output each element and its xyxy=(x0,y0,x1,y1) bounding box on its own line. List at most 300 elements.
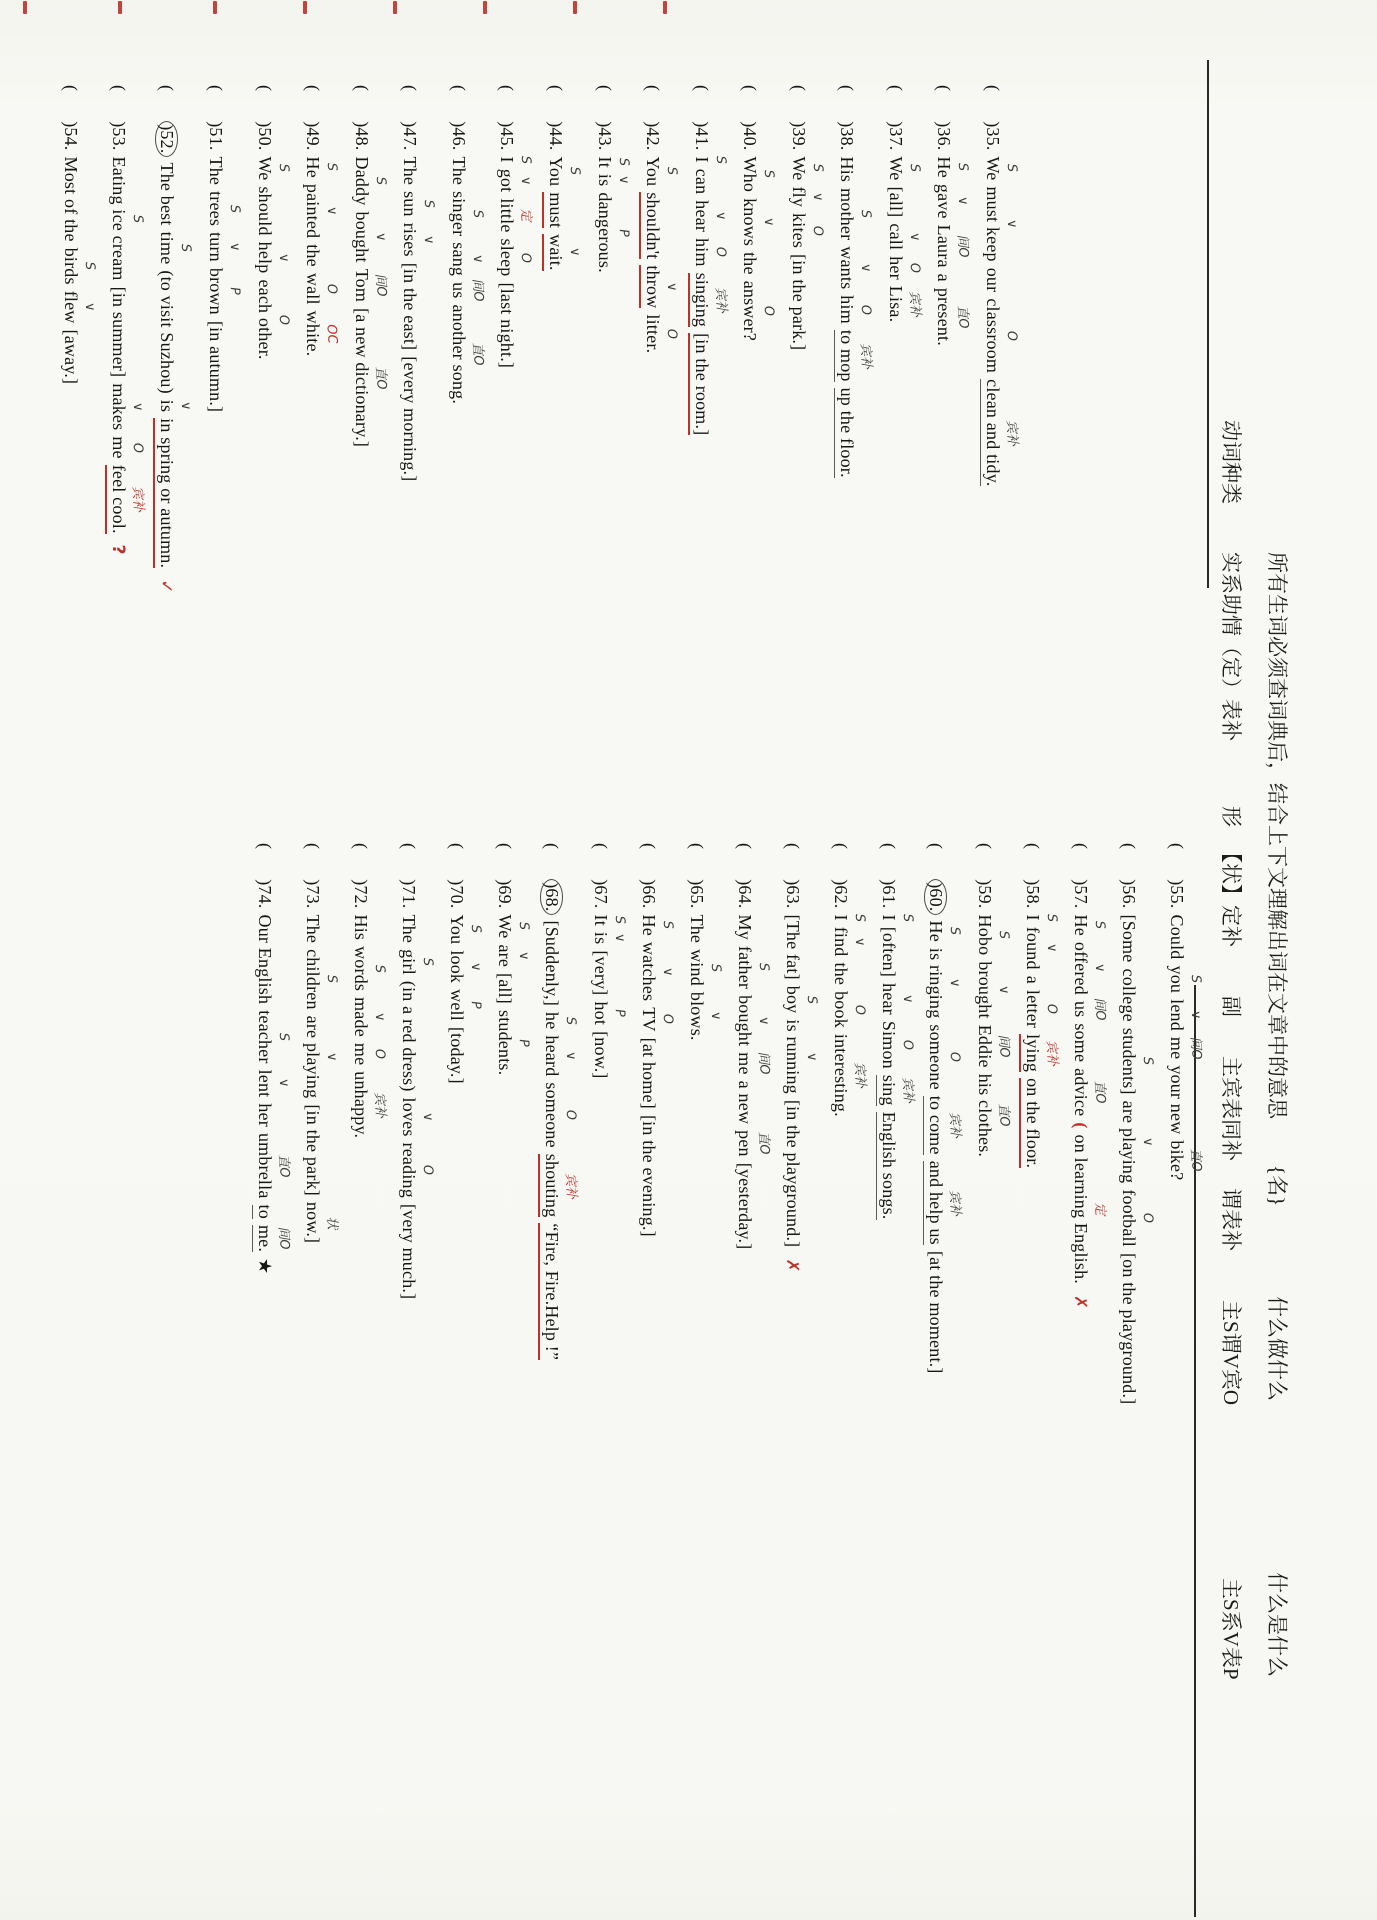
annotation-mark: S xyxy=(1187,974,1204,984)
item-row xyxy=(788,85,826,353)
sentence-token: is ∨ xyxy=(591,931,628,945)
sentence-token: him O xyxy=(691,238,729,267)
annotation-mark: 间O xyxy=(755,1051,772,1076)
sentence-token: We S xyxy=(885,156,923,181)
sentence-token: The xyxy=(687,914,707,944)
item-row xyxy=(830,843,868,1120)
sentence-token: are playing ∨ xyxy=(303,1015,340,1099)
sentence-token: a xyxy=(934,273,955,282)
sentence-token: a new xyxy=(735,1080,755,1125)
item-number: )39. xyxy=(788,121,809,151)
item-row xyxy=(885,85,923,325)
sentence-token: The xyxy=(303,914,323,944)
sentence-token: find ∨ xyxy=(831,926,868,957)
annotation-mark: O xyxy=(899,1039,916,1051)
annotation-mark: ∨ xyxy=(1139,1136,1156,1148)
sentence-token: words S xyxy=(351,946,388,992)
annotation-mark: ∨ xyxy=(177,400,193,412)
item-number: )54. xyxy=(60,121,81,151)
item-row xyxy=(1166,843,1204,1183)
annotation-mark: 间O xyxy=(275,1226,292,1251)
annotation-mark: ∨ xyxy=(663,281,680,293)
item-row xyxy=(105,85,146,555)
annotation-mark: ∨ xyxy=(858,262,874,274)
annotation-mark: S xyxy=(419,957,436,967)
sentence-token: us 间O xyxy=(448,278,486,303)
item-number: )51. xyxy=(206,121,227,151)
item-number: )40. xyxy=(740,121,761,151)
annotation-mark: O xyxy=(419,1164,436,1176)
item-row xyxy=(638,843,676,1240)
item-open-paren: ( xyxy=(831,843,851,850)
item-number: )46. xyxy=(448,121,469,151)
annotation-mark: O xyxy=(1139,1212,1156,1224)
sentence-token: is ∨ xyxy=(156,399,193,413)
sentence-token: me. 间O xyxy=(252,1225,275,1252)
annotation-mark: S xyxy=(324,162,340,172)
item-open-paren: ( xyxy=(546,85,567,92)
sentence-token: can xyxy=(691,168,712,195)
item-open-paren: ( xyxy=(687,843,707,850)
sentence-token: trees S xyxy=(206,191,243,227)
sentence-token: I S xyxy=(691,154,728,165)
sentence-token: clean and tidy. 宾补 xyxy=(980,379,1003,486)
sentence-token: your new xyxy=(1167,1065,1187,1135)
item-row xyxy=(639,85,680,356)
sentence-token: [yesterday.] xyxy=(735,1162,755,1250)
annotation-mark: ∨ xyxy=(323,205,340,217)
annotation-mark: O xyxy=(906,262,923,274)
sentence-token: fly ∨ xyxy=(788,186,826,208)
annotation-mark: O xyxy=(760,305,777,317)
item-row xyxy=(834,85,875,481)
annotation-mark: S xyxy=(995,930,1012,940)
item-open-paren: ( xyxy=(447,843,467,850)
header-token: 动词种类 xyxy=(1219,420,1243,504)
annotation-mark: OC xyxy=(323,323,340,344)
sentence-token: is ∨ xyxy=(594,173,631,187)
item-row xyxy=(542,85,583,274)
item-open-paren: ( xyxy=(1023,843,1043,850)
sentence-token: Simon O xyxy=(879,1020,916,1069)
sentence-token: His xyxy=(837,156,858,183)
sentence-token: The xyxy=(206,156,227,186)
item-row xyxy=(254,85,292,363)
edge-artifact xyxy=(304,1,308,14)
sentence-token: I S xyxy=(879,912,916,923)
sentence-token: [in the east] xyxy=(400,262,421,351)
sentence-token: He S xyxy=(303,156,340,178)
annotation-mark: 直O xyxy=(995,1103,1012,1128)
item-row xyxy=(688,85,729,438)
annotation-mark: 定 xyxy=(518,208,534,223)
sentence-token: each other. O xyxy=(254,279,292,360)
item-row xyxy=(398,843,436,1302)
item-row xyxy=(594,85,631,276)
sentence-token: [in the room.] xyxy=(688,333,712,435)
annotation-mark: S xyxy=(562,1016,579,1026)
sentence-token: sleep O xyxy=(497,238,534,277)
sentence-token: [all] xyxy=(495,973,515,1004)
item-open-paren: ( xyxy=(351,85,372,92)
annotation-mark: O xyxy=(562,1109,579,1121)
sentence-token: on learning English. 定 xyxy=(1071,1134,1108,1284)
item-open-paren: ( xyxy=(60,85,81,92)
sentence-token: wind S xyxy=(687,949,724,986)
annotation-mark: 间O xyxy=(469,278,486,303)
annotation-mark: P xyxy=(226,286,243,296)
annotation-mark: S xyxy=(955,162,971,172)
item-number: )47. xyxy=(400,121,421,151)
item-number: )53. xyxy=(109,121,130,151)
item-row xyxy=(739,85,777,344)
item-open-paren: ( xyxy=(975,843,995,850)
item-number: )65. xyxy=(687,879,707,909)
sentence-token: wait. ∨ xyxy=(542,234,566,271)
annotation-mark: 宾补 xyxy=(857,342,875,370)
item-number: )71. xyxy=(399,879,419,909)
annotation-mark: ∨ xyxy=(712,210,729,222)
sentence-token: “Fire, Fire.Help !” xyxy=(538,1223,562,1360)
item-row xyxy=(538,843,579,1363)
sentence-token: on the floor. xyxy=(1019,1078,1043,1168)
sentence-token: Hobo S xyxy=(975,914,1012,956)
annotation-mark: S xyxy=(663,166,680,177)
sentence-token: Could xyxy=(1167,914,1187,960)
item-row xyxy=(351,85,389,450)
header-token: 形 xyxy=(1219,806,1243,827)
sentence-token: Eating ice cream S xyxy=(109,156,146,281)
annotation-mark: S xyxy=(1003,163,1020,174)
annotation-mark: 宾补 xyxy=(129,485,146,513)
item-open-paren: ( xyxy=(303,843,323,850)
sentence-token: father S xyxy=(735,945,772,990)
sentence-token: watches ∨ xyxy=(639,941,676,1002)
sentence-token: students. P xyxy=(495,1010,532,1076)
sentence-token: The xyxy=(400,156,421,186)
sentence-token: Most of the xyxy=(60,156,81,242)
annotation-mark: ∨ xyxy=(419,1111,436,1123)
item-open-paren: ( xyxy=(837,85,858,92)
item-open-paren: ( xyxy=(740,85,761,92)
sentence-token: shouldn't xyxy=(639,192,663,259)
tail-mark: ✓ xyxy=(155,579,176,594)
sentence-token: interesting. 宾补 xyxy=(831,1033,868,1117)
annotation-mark: 间O xyxy=(954,234,972,259)
annotation-mark: 间O xyxy=(1091,997,1108,1022)
annotation-mark: ∨ xyxy=(1043,942,1060,954)
annotation-mark: ∨ xyxy=(899,993,916,1005)
sentence-token: You S xyxy=(643,156,680,187)
item-row xyxy=(302,85,340,359)
sentence-token: He S xyxy=(934,156,971,178)
sentence-token: [last night.] xyxy=(497,282,518,369)
sentence-token: and help us 宾补 xyxy=(923,1161,946,1245)
annotation-mark: 直O xyxy=(469,342,486,367)
item-row xyxy=(686,843,724,1044)
sentence-token: He S xyxy=(1071,914,1108,936)
annotation-mark: 直O xyxy=(372,365,389,390)
annotation-mark: S xyxy=(467,924,484,935)
annotation-mark: ∨ xyxy=(615,174,631,186)
sentence-token: The xyxy=(448,156,469,186)
annotation-mark: ∨ xyxy=(611,932,628,944)
sentence-token: me 间O xyxy=(735,1051,772,1076)
annotation-mark: ∨ xyxy=(851,936,868,947)
sentence-token: hear ∨ xyxy=(691,200,729,233)
item-open-paren: ( xyxy=(303,85,324,92)
sentence-token: reading O xyxy=(399,1142,436,1198)
sentence-token: painted ∨ xyxy=(303,183,340,239)
item-number: )44. xyxy=(546,121,567,151)
item-open-paren: ( xyxy=(351,843,371,850)
item-open-paren: ( xyxy=(783,843,803,850)
item-open-paren: ( xyxy=(591,843,611,850)
annotation-mark: ∨ xyxy=(81,301,97,313)
annotation-mark: ∨ xyxy=(467,961,484,972)
sentence-token: He S xyxy=(926,920,963,942)
sentence-token: children S xyxy=(303,949,340,1010)
item-open-paren: ( xyxy=(594,85,615,92)
sentence-token: knows ∨ xyxy=(740,198,777,247)
sentence-token: Daddy S xyxy=(351,156,389,206)
item-number: )52. xyxy=(155,121,178,156)
sentence-token: You S xyxy=(447,914,484,945)
header-token: 【状】定补 xyxy=(1219,842,1243,947)
annotation-mark: 直O xyxy=(1091,1080,1108,1105)
sentence-token: [in summer] xyxy=(109,286,130,378)
item-open-paren: ( xyxy=(926,843,946,850)
item-number: )48. xyxy=(351,121,372,151)
sentence-token: lying 宾补 xyxy=(1019,1034,1043,1072)
sentence-token: little 定 xyxy=(497,198,534,233)
item-row xyxy=(876,843,916,1223)
sentence-token: It S xyxy=(594,156,631,168)
item-open-paren: ( xyxy=(691,85,712,92)
sentence-token: unhappy. 宾补 xyxy=(351,1071,388,1139)
annotation-mark: ∨ xyxy=(809,191,826,203)
sentence-token: a xyxy=(1023,975,1043,984)
sentence-token: makes ∨ xyxy=(109,383,146,431)
sentence-token: [all] xyxy=(885,186,906,218)
header-token: 副 xyxy=(1219,996,1243,1017)
sentence-token: [in the park.] xyxy=(788,254,809,351)
header-rule xyxy=(1207,60,1209,588)
annotation-mark: S xyxy=(372,176,389,186)
item-row xyxy=(782,843,820,1273)
sentence-token: ★ xyxy=(255,1258,275,1275)
sentence-token: girl S xyxy=(399,949,436,975)
item-number: )56. xyxy=(1119,879,1139,909)
sentence-token: Eddie 间O xyxy=(975,1024,1012,1068)
edge-artifact xyxy=(24,1,28,14)
sentence-token: time S xyxy=(156,231,193,265)
annotation-mark: S xyxy=(421,199,437,209)
annotation-mark: 宾补 xyxy=(1003,419,1020,447)
annotation-mark: ∨ xyxy=(566,247,583,258)
annotation-mark: ∨ xyxy=(371,1011,388,1023)
item-open-paren: ( xyxy=(542,843,562,850)
sentence-token: [now.] xyxy=(591,1031,611,1079)
annotation-mark: S xyxy=(755,962,772,973)
sentence-token: singing 宾补 xyxy=(688,273,712,327)
sentence-token: well P xyxy=(447,989,484,1021)
sentence-token: book O xyxy=(831,991,868,1028)
annotation-mark: S xyxy=(707,962,724,973)
sentence-token: students] S xyxy=(1119,1027,1156,1095)
annotation-mark: ∨ xyxy=(421,234,437,245)
annotation-mark: ∨ xyxy=(995,984,1012,996)
item-open-paren: ( xyxy=(735,843,755,850)
annotation-mark: ∨ xyxy=(323,1051,340,1063)
annotation-mark: O xyxy=(663,328,680,340)
item-number: )67. xyxy=(591,879,611,909)
sentence-token: heard ∨ xyxy=(542,1035,579,1077)
annotation-mark: S xyxy=(760,169,777,179)
sentence-token: I S xyxy=(1023,912,1060,923)
item-number: )50. xyxy=(254,121,275,151)
sentence-token: [in the evening.] xyxy=(639,1114,659,1237)
sentence-token: white. OC xyxy=(303,310,340,357)
sentence-token: us 间O xyxy=(1071,997,1108,1022)
sentence-token: I S xyxy=(831,912,868,923)
sentence-token: to come 宾补 xyxy=(923,1096,946,1155)
sentence-token: (in a red dress) xyxy=(399,980,419,1092)
item-open-paren: ( xyxy=(788,85,809,92)
sentence-token: singer S xyxy=(448,191,486,237)
sentence-token: you S xyxy=(1167,965,1204,994)
sentence-token: sing 宾补 xyxy=(876,1075,899,1106)
sentence-token: up the floor. xyxy=(834,388,857,478)
item-number: )73. xyxy=(303,879,323,909)
sentence-token: We S xyxy=(254,156,292,181)
annotation-mark: O xyxy=(371,1048,388,1060)
annotation-mark: S xyxy=(275,1032,292,1042)
sentence-token: feel cool. 宾补 xyxy=(105,465,129,534)
item-open-paren: ( xyxy=(495,843,515,850)
item-number: )35. xyxy=(983,121,1003,151)
annotation-mark: ∨ xyxy=(707,1010,724,1022)
item-row xyxy=(153,85,193,594)
annotation-mark: 宾补 xyxy=(1043,1039,1060,1067)
item-number: )38. xyxy=(837,121,858,151)
annotation-mark: P xyxy=(615,228,631,237)
sentence-token: [today.] xyxy=(447,1026,467,1084)
annotation-mark: S xyxy=(226,203,243,214)
item-open-paren: ( xyxy=(885,85,906,92)
sentence-token: lend ∨ xyxy=(1167,999,1204,1031)
header-token: 实系助情（定）表补 xyxy=(1219,552,1243,741)
sentence-token: help ∨ xyxy=(254,241,292,274)
annotation-mark: 间O xyxy=(995,1034,1012,1059)
annotation-mark: 宾补 xyxy=(371,1091,388,1119)
annotation-mark: 宾补 xyxy=(711,286,729,314)
annotation-mark: ∨ xyxy=(906,231,923,243)
item-open-paren: ( xyxy=(156,85,177,92)
item-open-paren: ( xyxy=(400,85,421,92)
annotation-mark: S xyxy=(1139,1056,1156,1066)
item-open-paren: ( xyxy=(448,85,469,92)
sentence-token: [at home] xyxy=(639,1037,659,1109)
annotation-mark: 直O xyxy=(755,1131,772,1156)
header-token: 主宾表同补 xyxy=(1219,1056,1243,1161)
header-rule xyxy=(1194,985,1196,1917)
item-open-paren: ( xyxy=(1119,843,1139,850)
sentence-token: college xyxy=(1119,968,1139,1022)
sentence-token: It S xyxy=(591,914,628,926)
sentence-token: [on the playground.] xyxy=(1119,1252,1139,1405)
edge-artifact xyxy=(394,1,398,14)
annotation-mark: ∨ xyxy=(469,253,486,265)
sentence-token: litter. O xyxy=(643,314,680,354)
annotation-mark: O xyxy=(809,224,826,237)
sentence-token: rises ∨ xyxy=(400,222,437,257)
annotation-mark: 状 xyxy=(323,1215,340,1230)
sentence-token: wall O xyxy=(303,272,340,305)
item-open-paren: ( xyxy=(254,85,275,92)
annotation-mark: 定 xyxy=(1091,1202,1108,1217)
sentence-token: His xyxy=(351,914,371,941)
tail-mark: ? xyxy=(108,544,129,555)
sentence-token: football O xyxy=(1119,1189,1156,1247)
item-number: )59. xyxy=(975,879,995,909)
item-number: )49. xyxy=(303,121,324,151)
item-number: )66. xyxy=(639,879,659,909)
edge-artifact xyxy=(214,1,218,14)
sentence-token: advice 直O xyxy=(1071,1068,1108,1117)
header-token: 谓表补 xyxy=(1219,1188,1243,1251)
sentence-token: flew ∨ xyxy=(60,290,97,324)
sentence-token: letter O xyxy=(1023,989,1060,1029)
sentence-token: brown P xyxy=(206,267,243,315)
edge-artifact xyxy=(484,1,488,14)
sentence-token: his clothes. 直O xyxy=(975,1073,1012,1158)
sentence-token: loves ∨ xyxy=(399,1097,436,1137)
item-number: )64. xyxy=(735,879,755,909)
item-number: )45. xyxy=(497,121,518,151)
sentence-token: wants ∨ xyxy=(837,246,874,290)
sentence-token: TV O xyxy=(639,1007,676,1032)
sentence-token: me O xyxy=(109,436,146,459)
sentence-token: My xyxy=(735,914,755,940)
sentence-token: shouting 宾补 xyxy=(538,1154,562,1218)
sentence-token: Lisa. 宾补 xyxy=(885,285,923,323)
item-number: )43. xyxy=(594,121,615,151)
item-open-paren: ( xyxy=(639,843,659,850)
item-row xyxy=(205,85,243,415)
item-row xyxy=(60,85,97,387)
sentence-token: [very] xyxy=(591,950,611,996)
annotation-mark: 直O xyxy=(1187,1148,1204,1173)
sentence-token: he S xyxy=(542,1012,579,1030)
sentence-token: another song. 直O xyxy=(448,304,486,405)
tail-mark: ✗ xyxy=(782,1258,802,1273)
item-row xyxy=(1070,843,1108,1310)
annotation-mark: S xyxy=(515,921,532,932)
annotation-mark: S xyxy=(851,912,868,923)
annotation-mark: S xyxy=(712,154,728,165)
item-row xyxy=(1019,843,1060,1171)
annotation-mark: 间O xyxy=(1187,1035,1204,1061)
sentence-token: [at the moment.] xyxy=(926,1250,946,1374)
sentence-token: are playing ∨ xyxy=(1119,1100,1156,1184)
annotation-mark: S xyxy=(809,163,826,174)
annotation-mark: S xyxy=(659,920,676,930)
annotation-mark: S xyxy=(615,157,631,167)
item-number: )55. xyxy=(1167,879,1187,909)
sentence-token: to mop 宾补 xyxy=(834,330,857,382)
item-number: )57. xyxy=(1071,879,1091,909)
